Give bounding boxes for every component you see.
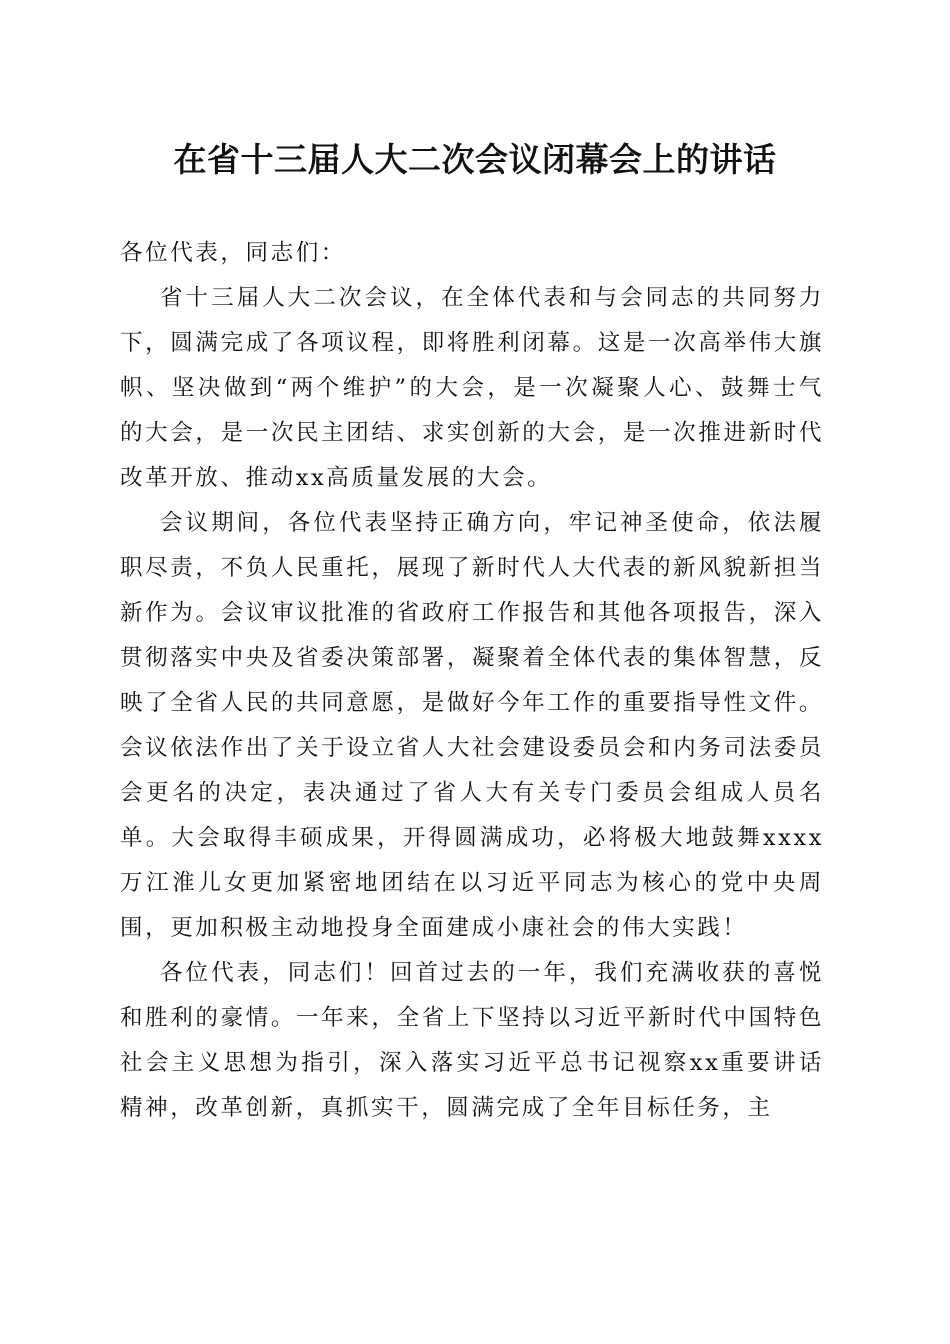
salutation: 各位代表，同志们： — [120, 240, 346, 266]
paragraph-1: 省十三届人大二次会议，在全体代表和与会同志的共同努力下，圆满完成了各项议程，即将胜利闭幕。这是一次高举伟大旗帜、坚决做到“两个维护”的大会，是一次凝聚人心、鼓舞士气的大会，是一次民主团结、求实创新的大会，是一次推进新时代改革开放、推动xx高质量发展的大会。 — [120, 285, 824, 491]
paragraph-2: 会议期间，各位代表坚持正确方向，牢记神圣使命，依法履职尽责，不负人民重托，展现了新时代人大代表的新风貌新担当新作为。会议审议批准的省政府工作报告和其他各项报告，深入贯彻落实中央及省委决策部署，凝聚着全体代表的集体智慧，反映了全省人民的共同意愿，是做好今年工作的重要指导性文件。会议依法作出了关于设立省人大社会建设委员会和内务司法委员会更名的决定，表决通过了省人大有关专门委员会组成人员名单。大会取得丰硕成果，开得圆满成功，必将极大地鼓舞xxxx万江淮儿女更加紧密地团结在以习近平同志为核心的党中央周围，更加积极主动地投身全面建成小康社会的伟大实践！ — [120, 510, 824, 941]
document-title: 在省十三届人大二次会议闭幕会上的讲话 — [173, 140, 777, 179]
paragraph-3: 各位代表，同志们！回首过去的一年，我们充满收获的喜悦和胜利的豪情。一年来，全省上下坚持以习近平新时代中国特色社会主义思想为指引，深入落实习近平总书记视察xx重要讲话精神，改革创新，真抓实干，圆满完成了全年目标任务，主 — [120, 960, 824, 1121]
document-body — [120, 231, 824, 1131]
